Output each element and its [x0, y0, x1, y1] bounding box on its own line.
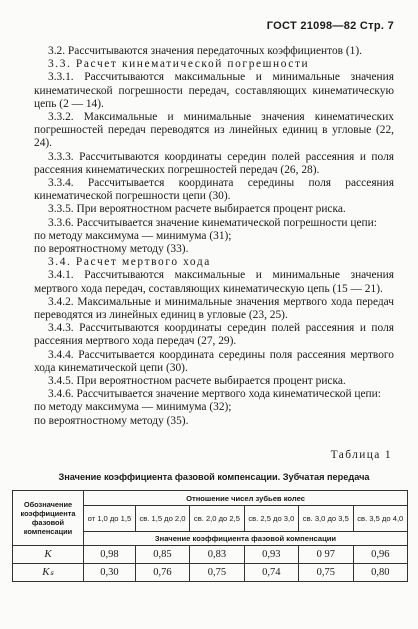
table-sub-header: Значение коэффициента фазовой компенсации [84, 532, 408, 546]
table-cell: 0,93 [244, 546, 298, 564]
paragraph-3-4-5: 3.4.5. При вероятностном расчете выбирается процент риска. [48, 375, 346, 388]
paragraph-3-4-1: 3.4.1. Рассчитываются максимальные и минимальные значения мертвого хода передач, составляющих кинематическую цепь (15 — 21). [34, 269, 394, 295]
table-cell: 0,83 [190, 546, 244, 564]
paragraph-3-3-3: 3.3.3. Рассчитываются координаты середин полей рассеяния и поля рассеяния кинематических погрешностей передач (26, 28). [34, 150, 394, 176]
paragraph-3-4-6: 3.4.6. Рассчитывается значение мертвого хода кинематической цепи: [48, 388, 381, 401]
table-group-header: Отношение чисел зубьев колес [84, 491, 408, 506]
paragraph-3-3-4: 3.3.4. Рассчитывается координата середины поля рассеяния кинематической погрешности цепи (30). [34, 177, 394, 203]
table-cell: 0,74 [244, 564, 298, 582]
table-cell: 0,85 [135, 546, 189, 564]
table-row [13, 546, 408, 564]
page-header: ГОСТ 21098—82 Стр. 7 [266, 20, 394, 32]
table-cell: 0,75 [299, 564, 353, 582]
table-cell: 0,98 [84, 546, 136, 564]
table-row [13, 564, 408, 582]
paragraph-3-3-5: 3.3.5. При вероятностном расчете выбирается процент риска. [48, 203, 346, 216]
list-item-probabilistic-2: по вероятностному методу (35). [34, 414, 189, 427]
table-column-header: св. 3,0 до 3,5 [299, 506, 353, 532]
paragraph-3-4-3: 3.4.3. Рассчитываются координаты середин полей рассеяния и поля рассеяния мертвого хода передач (27, 29). [34, 322, 394, 348]
paragraph-3-3-6: 3.3.6. Рассчитывается значение кинематической погрешности цепи: [48, 216, 377, 229]
paragraph-3-3-1: 3.3.1. Рассчитываются максимальные и минимальные значения кинематической погрешности передач, составляющих кинематическую цепь (2 — 14). [34, 71, 394, 110]
table-cell: 0,80 [353, 564, 407, 582]
paragraph-3-4-2: 3.4.2. Максимальные и минимальные значения мертвого хода передач переводятся из линейных единиц в угловые (23, 25). [34, 295, 394, 322]
table-cell: 0 97 [299, 546, 353, 564]
table-cell: 0,75 [190, 564, 244, 582]
row-label: Kₛ [13, 564, 84, 582]
list-item-max-min: по методу максимума — минимума (31); [34, 229, 232, 242]
paragraph-3-2: 3.2. Рассчитываются значения передаточных коэффициентов (1). [48, 45, 363, 57]
table-cell: 0,76 [135, 564, 189, 582]
section-heading-3-4: 3.4. Расчет мертвого хода [48, 256, 211, 269]
table-column-header: от 1,0 до 1,5 [84, 506, 136, 532]
row-label: K [13, 546, 84, 564]
table-column-header: св. 2,0 до 2,5 [190, 506, 244, 532]
table-column-header: св. 2,5 до 3,0 [244, 506, 298, 532]
table-left-header: Обозначение коэффициента фазовой компенсации [13, 491, 84, 546]
table-column-header: св. 1,5 до 2,0 [135, 506, 189, 532]
coefficient-table [12, 490, 408, 582]
paragraph-3-3-2: 3.3.2. Максимальные и минимальные значения кинематических погрешностей передач переводятся из линейных единиц в угловые (22, 24). [34, 111, 394, 150]
document-body [34, 45, 394, 428]
table-cell: 0,30 [84, 564, 136, 582]
section-heading-3-3: 3.3. Расчет кинематической погрешности [48, 58, 310, 71]
table-caption: Таблица 1 [330, 449, 392, 461]
list-item-max-min-2: по методу максимума — минимума (32); [34, 401, 232, 414]
list-item-probabilistic: по вероятностному методу (33). [34, 243, 189, 256]
paragraph-3-4-4: 3.4.4. Рассчитывается координата середины поля рассеяния мертвого хода кинематической цепи (30). [34, 348, 394, 374]
table-cell: 0,96 [353, 546, 407, 564]
table-title: Значение коэффициента фазовой компенсации. Зубчатая передача [58, 472, 370, 482]
table-column-header: св. 3,5 до 4,0 [353, 506, 407, 532]
